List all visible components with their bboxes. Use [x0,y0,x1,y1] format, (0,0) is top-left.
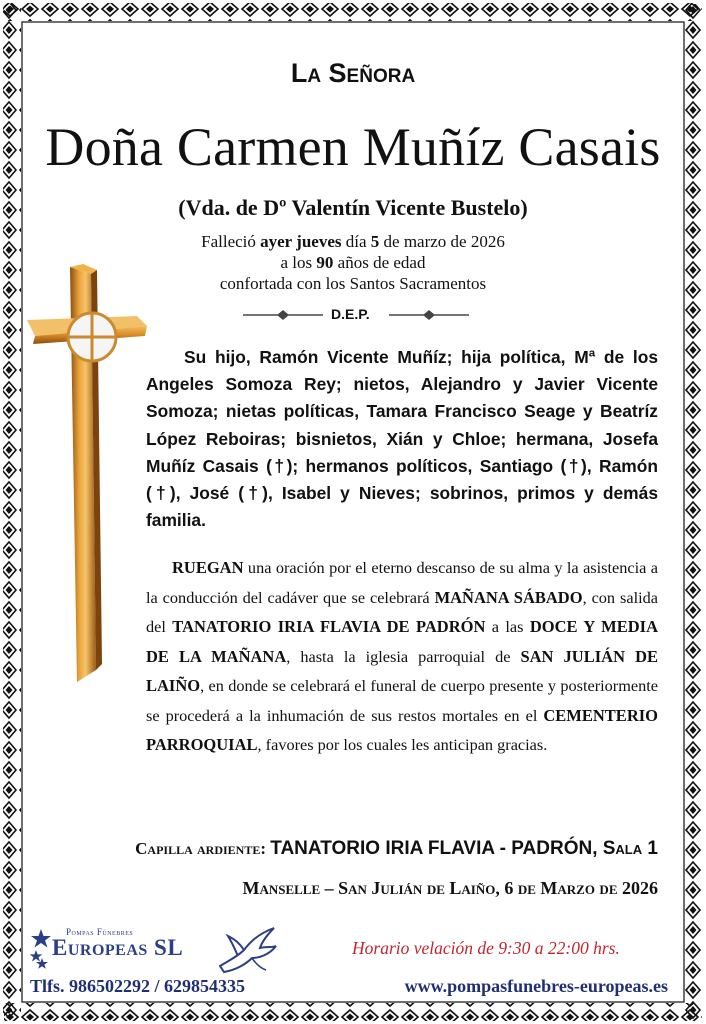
ruegan-word: RUEGAN [172,558,244,577]
ceremony-paragraph [146,553,658,760]
ceremony-text: , con salida del [146,587,658,636]
deceased-name: Doña Carmen Muñíz Casais [45,117,661,177]
brand-tagline: Pompas Fúnebres [66,927,134,937]
divider-ornament-right-icon [389,308,469,322]
ceremony-time: DOCE Y MEDIA DE LA MAÑANA [146,617,658,666]
dep-divider [243,304,469,328]
place-and-date: Manselle – San Julián de Laiño, 6 de Marzo de 2026 [242,878,658,898]
death-text: Falleció [201,232,261,251]
chapel-room: Sala 1 [602,838,658,859]
divider-ornament-left-icon [243,308,323,322]
website-link[interactable]: www.pompasfunebres-europeas.es [404,976,668,996]
ceremony-text: , hasta la iglesia parroquial de [286,646,521,666]
ceremony-day: MAÑANA SÁBADO [434,587,583,607]
funeral-home-name: TANATORIO IRIA FLAVIA DE PADRÓN [172,617,486,636]
death-text: día [341,232,371,251]
cemetery-name: CEMENTERIO PARROQUIAL [146,705,658,754]
ceremony-text: una oración por el eterno descanso de su alma y la asistencia a la conducción del cadáver que se celebrará [146,558,658,607]
family-paragraph: Su hijo, Ramón Vicente Muñíz; hija política, Mª de los Angeles Somoza Rey; nietos, Alejandro y Javier Vicente Somoza; nietas políticas, Tamara Francisco Seage y Beatríz López Reboiras; bisnietos, Xián y Chloe; hermana, Josefa Muñíz Casais (†); hermanos políticos, Santiago (†), Ramón (†), José (†), Isabel y Nieves; sobrinos, primos y demás familia. [146,347,658,531]
dove-icon [216,926,278,976]
chapel-place: TANATORIO IRIA FLAVIA - PADRÓN, [270,838,603,859]
death-text: de marzo de 2026 [379,232,505,251]
age-number: 90 [316,253,334,272]
stars-icon [28,928,54,972]
death-details [0,231,706,294]
brand-name: Europeas SL [52,935,184,960]
widow-of: (Vda. de Dº Valentín Vicente Bustelo) [178,195,528,220]
death-line-2 [0,252,706,273]
death-line-3: confortada con los Santos Sacramentos [219,274,487,293]
death-date-number: 5 [370,232,380,251]
vigil-hours: Horario velación de 9:30 a 22:00 hrs. [352,938,620,958]
ceremony-text: , favores por los cuales les anticipan gracias. [257,735,548,754]
dep-label: D.E.P. [331,306,370,322]
ceremony-text: a las [485,617,530,636]
heading: La Señora [290,58,416,88]
ceremony-text: , en donde se celebrará el funeral de cuerpo presente y posteriormente se procederá a la inhumación de sus restos mortales en el [146,676,658,725]
age-text: años de edad [333,253,426,272]
age-text: a los [280,253,317,272]
church-name: SAN JULIÁN DE LAIÑO [146,646,658,695]
death-line-1 [0,231,706,252]
death-day: ayer jueves [260,232,342,251]
chapel-label: Capilla ardiente: [135,839,271,858]
chapel-info [135,838,658,860]
phone-numbers: Tlfs. 986502292 / 629854335 [30,976,246,996]
